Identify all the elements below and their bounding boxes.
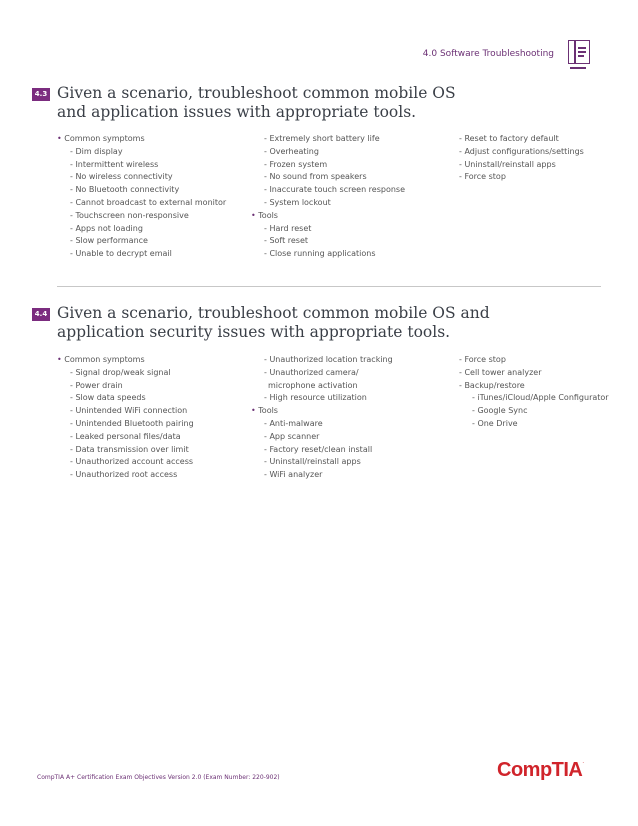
bullet-heading: • Tools bbox=[251, 406, 278, 416]
bullet-item: - No Bluetooth connectivity bbox=[70, 185, 180, 195]
bullet-item: - Unauthorized camera/ bbox=[264, 367, 359, 377]
objective-column-1 bbox=[57, 354, 194, 482]
bullet-item: - Power drain bbox=[70, 380, 123, 390]
bullet-heading: • Common symptoms bbox=[57, 355, 145, 364]
bullet-item: - No wireless connectivity bbox=[70, 172, 173, 182]
bullet-item: - Signal drop/weak signal bbox=[70, 367, 171, 377]
bullet-item: - Backup/restore bbox=[459, 380, 525, 390]
bullet-item: - Unauthorized account access bbox=[70, 457, 194, 467]
bullet-item: - High resource utilization bbox=[264, 393, 367, 403]
bullet-item: - Force stop bbox=[459, 172, 506, 182]
objective-title: Given a scenario, troubleshoot common mobile OS and application security issues with appropriate tools. bbox=[57, 304, 490, 341]
objective-column-3 bbox=[446, 133, 584, 184]
bullet-item: - Uninstall/reinstall apps bbox=[264, 457, 361, 467]
objective-title: Given a scenario, troubleshoot common mobile OS and application issues with appropriate tools. bbox=[57, 84, 456, 121]
bullet-heading: • Common symptoms bbox=[57, 134, 145, 143]
bullet-item: - Cannot broadcast to external monitor bbox=[70, 197, 227, 207]
bullet-item: - System lockout bbox=[264, 197, 331, 207]
bullet-item: - Touchscreen non-responsive bbox=[70, 210, 189, 220]
objective-column-2 bbox=[251, 354, 393, 482]
bullet-item: - Adjust configurations/settings bbox=[459, 146, 584, 156]
objective-number-badge: 4.4 bbox=[32, 308, 50, 321]
footer-text: CompTIA A+ Certification Exam Objectives Version 2.0 (Exam Number: 220-902) bbox=[37, 774, 280, 781]
bullet-item: - Close running applications bbox=[264, 249, 376, 259]
bullet-item: - Slow performance bbox=[70, 236, 148, 246]
bullet-item: - Anti-malware bbox=[264, 418, 323, 428]
header-underline bbox=[570, 67, 586, 69]
bullet-item: - No sound from speakers bbox=[264, 172, 367, 182]
bullet-item: - Uninstall/reinstall apps bbox=[459, 159, 556, 169]
bullet-item: - Apps not loading bbox=[70, 223, 143, 233]
bullet-item: - Unintended Bluetooth pairing bbox=[70, 418, 194, 428]
bullet-item: - Unauthorized location tracking bbox=[264, 355, 393, 364]
bullet-item: - Extremely short battery life bbox=[264, 134, 380, 143]
bullet-item: - iTunes/iCloud/Apple Configurator bbox=[472, 393, 609, 403]
bullet-item: - Leaked personal files/data bbox=[70, 431, 181, 441]
bullet-item: microphone activation bbox=[268, 380, 358, 390]
bullet-item: - Unintended WiFi connection bbox=[70, 406, 188, 416]
bullet-item: - WiFi analyzer bbox=[264, 470, 323, 480]
bullet-item: - Intermittent wireless bbox=[70, 159, 159, 169]
section-header-title: 4.0 Software Troubleshooting bbox=[422, 49, 554, 59]
bullet-item: - Cell tower analyzer bbox=[459, 367, 542, 377]
bullet-item: - Dim display bbox=[70, 146, 123, 156]
objective-column-1 bbox=[57, 133, 226, 261]
bullet-item: - Overheating bbox=[264, 146, 319, 156]
book-icon bbox=[568, 40, 590, 64]
bullet-item: - Unable to decrypt email bbox=[70, 249, 172, 259]
bullet-item: - Factory reset/clean install bbox=[264, 444, 373, 454]
bullet-heading: • Tools bbox=[251, 210, 278, 220]
objective-number-badge: 4.3 bbox=[32, 88, 50, 101]
objective-column-2 bbox=[251, 133, 405, 261]
bullet-item: - Slow data speeds bbox=[70, 393, 146, 403]
bullet-item: - Reset to factory default bbox=[459, 134, 559, 143]
bullet-item: - Soft reset bbox=[264, 236, 309, 246]
bullet-item: - One Drive bbox=[472, 418, 518, 428]
bullet-item: - App scanner bbox=[264, 431, 320, 441]
bullet-item: - Frozen system bbox=[264, 159, 328, 169]
bullet-item: - Force stop bbox=[459, 355, 506, 364]
objective-column-3 bbox=[446, 354, 609, 431]
bullet-item: - Data transmission over limit bbox=[70, 444, 189, 454]
bullet-item: - Unauthorized root access bbox=[70, 470, 178, 480]
bullet-item: - Inaccurate touch screen response bbox=[264, 185, 406, 195]
bullet-item: - Google Sync bbox=[472, 406, 528, 416]
bullet-item: - Hard reset bbox=[264, 223, 312, 233]
comptia-logo: CompTIA. bbox=[497, 759, 584, 781]
section-divider bbox=[57, 286, 601, 287]
